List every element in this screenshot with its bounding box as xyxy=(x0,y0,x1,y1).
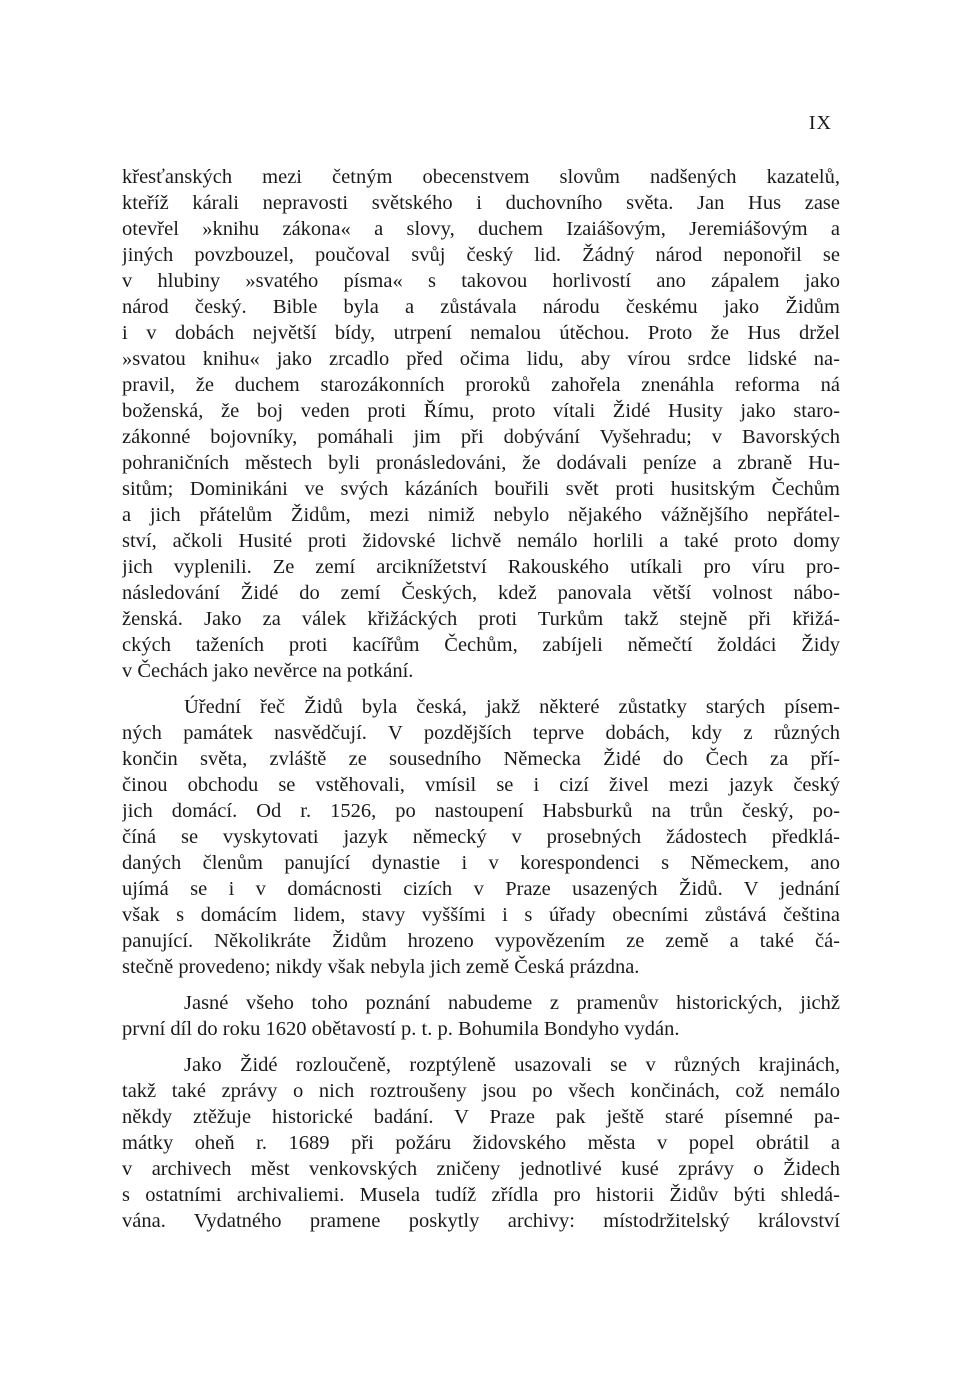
page-number: IX xyxy=(808,112,832,134)
text-line: pohraničních městech byli pronásledováni, že dodávali peníze a zbraně Hu- xyxy=(122,452,840,474)
text-line: jich domácí. Od r. 1526, po nastoupení Habsburků na trůn český, po- xyxy=(122,800,840,822)
text-line: číná se vyskytovati jazyk německý v prosebných žádostech předklá- xyxy=(122,826,840,848)
text-line: vána. Vydatného pramene poskytly archivy: místodržitelský království xyxy=(122,1210,840,1232)
text-line: ženská. Jako za válek křižáckých proti Turkům takž stejně při křižá- xyxy=(122,608,840,630)
text-line: ství, ačkoli Husité proti židovské lichvě nemálo horlili a také proto domy xyxy=(122,530,840,552)
text-line: mátky oheň r. 1689 při požáru židovského města v popel obrátil a xyxy=(122,1132,840,1154)
text-line: daných členům panující dynastie i v korespondenci s Německem, ano xyxy=(122,852,840,874)
text-line: národ český. Bible byla a zůstávala národu českému jako Židům xyxy=(122,296,840,318)
text-line: ných památek nasvědčují. V pozdějších teprve dobách, kdy z různých xyxy=(122,722,840,744)
text-line: první díl do roku 1620 obětavostí p. t. p. Bohumila Bondyho vydán. xyxy=(122,1018,680,1040)
text-line: stečně provedeno; nikdy však nebyla jich země Česká prázdna. xyxy=(122,956,640,978)
text-line: a jich přátelům Židům, mezi nimiž nebylo nějakého vážnějšího nepřátel- xyxy=(122,504,840,526)
text-line: pravil, že duchem starozákonních proroků zahořela znenáhla reforma ná xyxy=(122,374,840,396)
text-line: následování Židé do zemí Českých, kdež panovala větší volnost nábo- xyxy=(122,582,840,604)
paragraph xyxy=(122,1052,840,1234)
text-line: ujímá se i v domácnosti cizích v Praze usazených Židů. V jednání xyxy=(122,878,840,900)
text-line: v hlubiny »svatého písma« s takovou horlivostí ano zápalem jako xyxy=(122,270,840,292)
text-line: boženská, že boj veden proti Římu, proto vítali Židé Husity jako staro- xyxy=(122,400,840,422)
text-line: však s domácím lidem, stavy vyššími i s úřady obecními zůstává čeština xyxy=(122,904,840,926)
text-line: v archivech měst venkovských zničeny jednotlivé kusé zprávy o Židech xyxy=(122,1158,840,1180)
text-line: Jako Židé rozloučeně, rozptýleně usazovali se v různých krajinách, xyxy=(184,1054,840,1076)
text-line: kteříž kárali nepravosti světského i duchovního světa. Jan Hus zase xyxy=(122,192,840,214)
paragraph xyxy=(122,694,840,980)
text-line: křesťanských mezi četným obecenstvem slovům nadšených kazatelů, xyxy=(122,166,840,188)
text-line: panující. Několikráte Židům hrozeno vypovězením ze země a také čá- xyxy=(122,930,840,952)
text-line: v Čechách jako nevěrce na potkání. xyxy=(122,660,414,682)
text-line: sitům; Dominikáni ve svých kázáních bouřili svět proti husitským Čechům xyxy=(122,478,840,500)
text-line: takž také zprávy o nich roztroušeny jsou po všech končinách, což nemálo xyxy=(122,1080,840,1102)
text-line: jiných povzbouzel, poučoval svůj český lid. Žádný národ neponořil se xyxy=(122,244,840,266)
text-line: činou obchodu se vstěhovali, vmísil se i cizí živel mezi jazyk český xyxy=(122,774,840,796)
text-line: zákonné bojovníky, pomáhali jim při dobývání Vyšehradu; v Bavorských xyxy=(122,426,840,448)
text-line: jich vyplenili. Ze zemí arciknížetství Rakouského utíkali pro víru pro- xyxy=(122,556,840,578)
paragraph xyxy=(122,990,840,1042)
text-line: i v dobách největší bídy, utrpení nemalou útěchou. Proto že Hus držel xyxy=(122,322,840,344)
text-line: »svatou knihu« jako zrcadlo před očima lidu, aby vírou srdce lidské na- xyxy=(122,348,840,370)
text-line: Úřední řeč Židů byla česká, jakž některé zůstatky starých písem- xyxy=(184,696,840,718)
text-line: někdy ztěžuje historické badání. V Praze pak ještě staré písemné pa- xyxy=(122,1106,840,1128)
paragraph xyxy=(122,164,840,684)
text-line: končin světa, zvláště ze sousedního Německa Židé do Čech za pří- xyxy=(122,748,840,770)
body-text xyxy=(122,164,840,1244)
text-line: otevřel »knihu zákona« a slovy, duchem Izaiášovým, Jeremiášovým a xyxy=(122,218,840,240)
text-line: s ostatními archivaliemi. Musela tudíž zřídla pro historii Židův býti shledá- xyxy=(122,1184,840,1206)
text-line: Jasné všeho toho poznání nabudeme z pramenův historických, jichž xyxy=(184,992,840,1014)
text-line: ckých taženích proti kacířům Čechům, zabíjeli němečtí žoldáci Židy xyxy=(122,634,840,656)
